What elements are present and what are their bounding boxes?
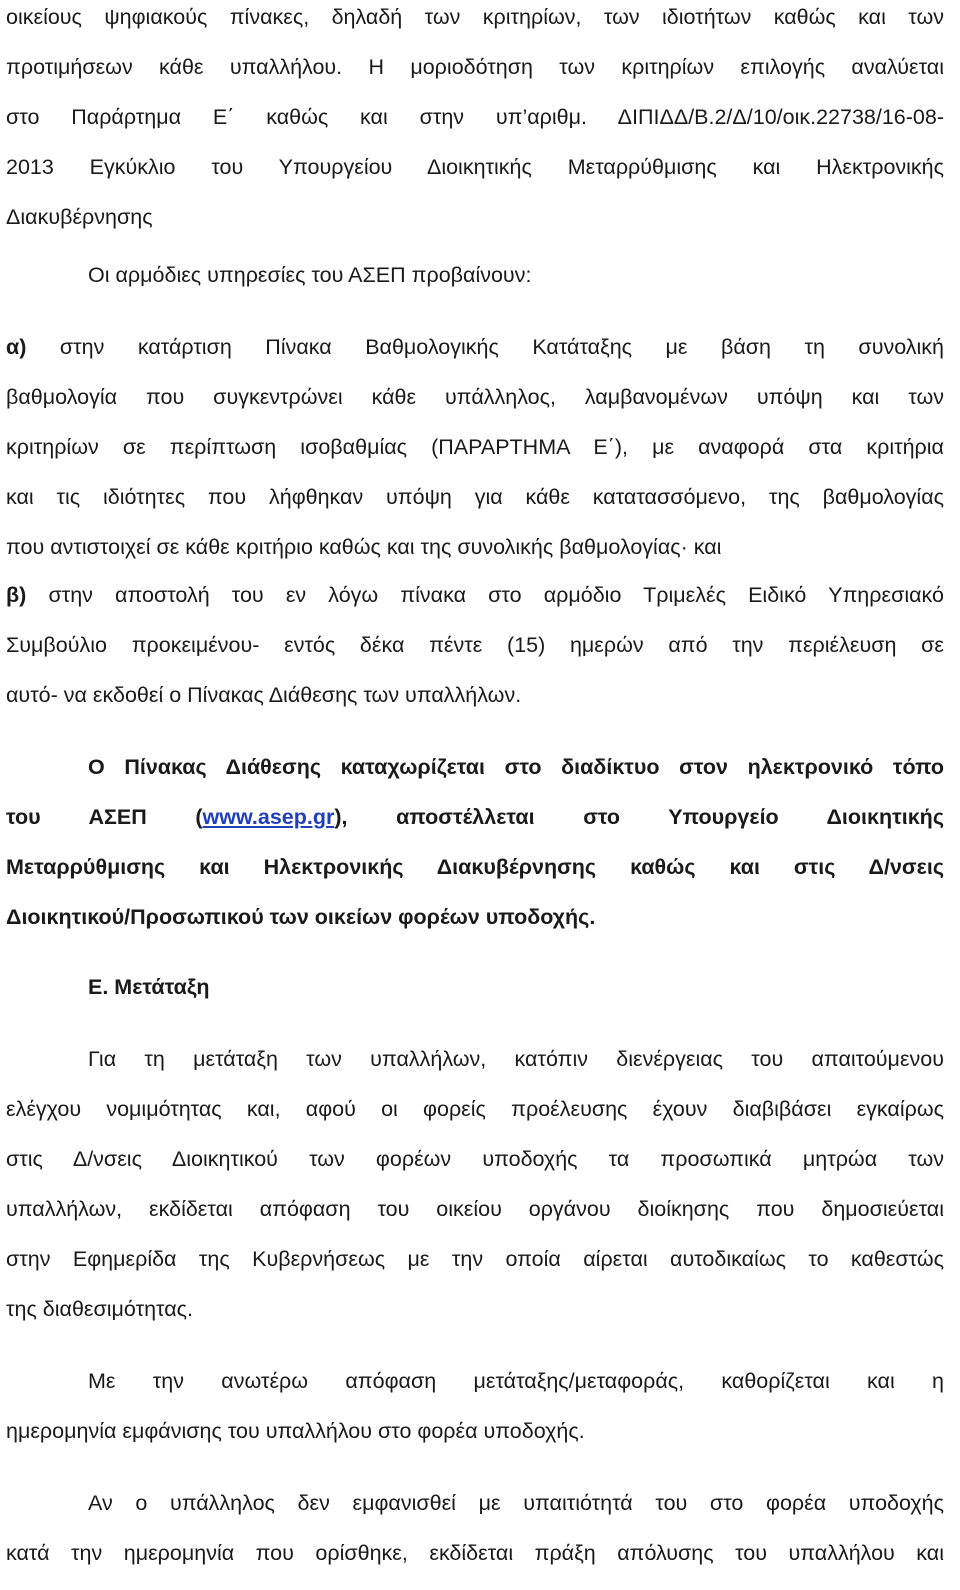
text-line: Μεταρρύθμισης και Ηλεκτρονικής Διακυβέρνησης καθώς και στις Δ/νσεις — [6, 855, 944, 879]
text-line: ημερομηνία εμφάνισης του υπαλλήλου στο φορέα υποδοχής. — [6, 1419, 585, 1443]
list-marker: α) — [6, 335, 27, 359]
asep-website-link[interactable]: www.asep.gr — [202, 805, 335, 829]
text-line: Διακυβέρνησης — [6, 205, 153, 229]
text-fragment: στην αποστολή του εν λόγω πίνακα στο αρμόδιο Τριμελές Ειδικό Υπηρεσιακό — [48, 583, 944, 607]
text-fragment: του ΑΣΕΠ ( — [6, 805, 203, 829]
text-line: της διαθεσιμότητας. — [6, 1297, 193, 1321]
section-heading — [6, 962, 944, 1012]
text-line — [6, 322, 944, 372]
list-item-b — [6, 570, 944, 720]
text-line: Διοικητικού/Προσωπικού των οικείων φορέων υποδοχής. — [6, 905, 596, 929]
text-line: που αντιστοιχεί σε κάθε κριτήριο καθώς και της συνολικής βαθμολογίας· και — [6, 535, 722, 559]
list-marker: β) — [6, 583, 27, 607]
text-line: στην Εφημερίδα της Κυβερνήσεως με την οποία αίρεται αυτοδικαίως το καθεστώς — [6, 1247, 944, 1271]
text-line: Για τη μετάταξη των υπαλλήλων, κατόπιν διενέργειας του απαιτούμενου — [88, 1047, 944, 1071]
paragraph-asep-services — [6, 250, 944, 300]
text-line: οικείους ψηφιακούς πίνακες, δηλαδή των κριτηρίων, των ιδιοτήτων καθώς και των — [6, 5, 944, 29]
text-line: βαθμολογία που συγκεντρώνει κάθε υπάλληλος, λαμβανομένων υπόψη και των — [6, 385, 944, 409]
text-line — [6, 570, 944, 620]
text-line: υπαλλήλων, εκδίδεται απόφαση του οικείου οργάνου διοίκησης που δημοσιεύεται — [6, 1197, 944, 1221]
text-line: ελέγχου νομιμότητας και, αφού οι φορείς προέλευσης έχουν διαβιβάσει εγκαίρως — [6, 1097, 944, 1121]
paragraph-criteria-scoring — [6, 0, 944, 242]
text-line: Συμβούλιο προκειμένου- εντός δέκα πέντε (15) ημερών από την περιέλευση σε — [6, 633, 944, 657]
paragraph-transfer-procedure — [6, 1034, 944, 1334]
text-line: κατά την ημερομηνία που ορίσθηκε, εκδίδεται πράξη απόλυσης του υπαλλήλου και — [6, 1541, 944, 1565]
text-line: προτιμήσεων κάθε υπαλλήλου. Η μοριοδότηση των κριτηρίων επιλογής αναλύεται — [6, 55, 944, 79]
list-item-a — [6, 322, 944, 572]
text-line: Ο Πίνακας Διάθεσης καταχωρίζεται στο διαδίκτυο στον ηλεκτρονικό τόπο — [88, 755, 944, 779]
document-page — [6, 0, 944, 1590]
text-line — [6, 792, 944, 842]
text-fragment: στην κατάρτιση Πίνακα Βαθμολογικής Κατάταξης με βάση τη συνολική — [59, 335, 944, 359]
heading-text: Ε. Μετάταξη — [88, 975, 210, 999]
text-line: στο Παράρτημα Ε΄ καθώς και στην υπ’αριθμ. ΔΙΠΙΔΔ/Β.2/Δ/10/οικ.22738/16-08- — [6, 105, 944, 129]
paragraph-publication-notice — [6, 742, 944, 942]
text-line: Οι αρμόδιες υπηρεσίες του ΑΣΕΠ προβαίνουν: — [88, 263, 532, 287]
text-line: Με την ανωτέρω απόφαση μετάταξης/μεταφοράς, καθορίζεται και η — [88, 1369, 944, 1393]
text-fragment: ), αποστέλλεται στο Υπουργείο Διοικητικής — [334, 805, 944, 829]
paragraph-non-appearance — [6, 1478, 944, 1578]
text-line: και τις ιδιότητες που λήφθηκαν υπόψη για κάθε κατατασσόμενο, της βαθμολογίας — [6, 485, 944, 509]
text-line: στις Δ/νσεις Διοικητικού των φορέων υποδοχής τα προσωπικά μητρώα των — [6, 1147, 944, 1171]
text-line: αυτό- να εκδοθεί ο Πίνακας Διάθεσης των υπαλλήλων. — [6, 683, 522, 707]
text-line: Αν ο υπάλληλος δεν εμφανισθεί με υπαιτιότητά του στο φορέα υποδοχής — [88, 1491, 944, 1515]
text-line: 2013 Εγκύκλιο του Υπουργείου Διοικητικής Μεταρρύθμισης και Ηλεκτρονικής — [6, 155, 944, 179]
text-line: κριτηρίων σε περίπτωση ισοβαθμίας (ΠΑΡΑΡΤΗΜΑ Ε΄), με αναφορά στα κριτήρια — [6, 435, 944, 459]
paragraph-appearance-date — [6, 1356, 944, 1456]
